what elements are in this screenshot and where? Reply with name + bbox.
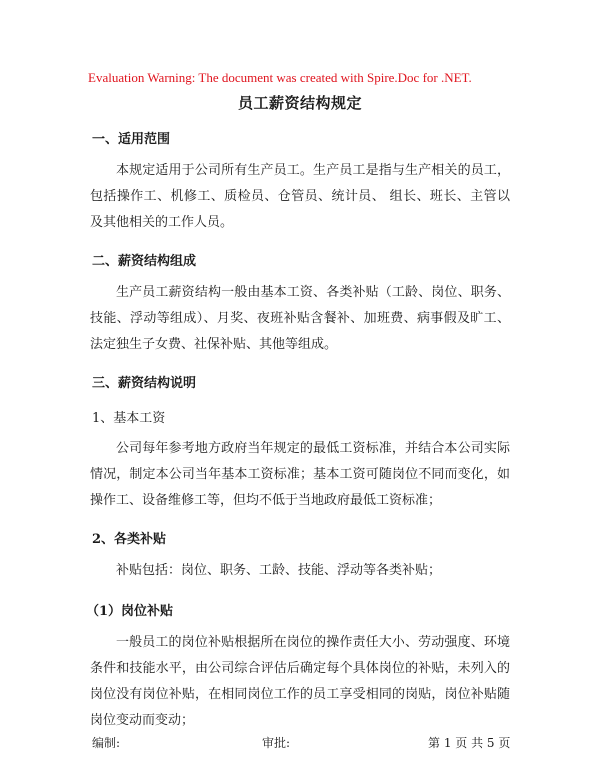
footer-compiled-by: 编制:: [92, 736, 121, 750]
section-2-heading: 二、薪资结构组成: [92, 254, 197, 269]
subsection-basic-salary-heading: 1、基本工资: [92, 411, 166, 426]
post-allowance-body: 一般员工的岗位补贴根据所在岗位的操作责任大小、劳动强度、环境条件和技能水平，由公司综合评估后确定每个具体岗位的补贴，未列入的岗位没有岗位补贴，在相同岗位工作的员工享受相同的岗贴，岗位补贴随岗位变动而变动；: [90, 635, 510, 728]
section-1-heading: 一、适用范围: [92, 132, 171, 147]
evaluation-warning: Evaluation Warning: The document was created with Spire.Doc for .NET.: [88, 70, 472, 85]
subsection-allowances-heading: 2、各类补贴: [92, 532, 167, 547]
footer-page-info: 第 1 页 共 5 页: [428, 736, 511, 750]
document-title: 员工薪资结构规定: [237, 94, 362, 112]
subsection-basic-salary-body: 公司每年参考地方政府当年规定的最低工资标准，并结合本公司实际情况，制定本公司当年基本工资标准；基本工资可随岗位不同而变化，如操作工、设备维修工等，但均不低于当地政府最低工资标准；: [90, 441, 510, 508]
section-1-body: 本规定适用于公司所有生产员工。生产员工是指与生产相关的员工，包括操作工、机修工、质检员、仓管员、统计员、 组长、班长、主管以及其他相关的工作人员。: [90, 163, 510, 230]
section-3-heading: 三、薪资结构说明: [92, 376, 197, 391]
section-2-body: 生产员工薪资结构一般由基本工资、各类补贴（工龄、岗位、职务、技能、浮动等组成）、月奖、夜班补贴含餐补、加班费、病事假及旷工、法定独生子女费、社保补贴、其他等组成。: [90, 285, 510, 352]
footer-approved-by: 审批:: [262, 736, 291, 750]
post-allowance-heading: （1）岗位补贴: [86, 604, 174, 619]
subsection-allowances-body: 补贴包括：岗位、职务、工龄、技能、浮动等各类补贴；: [116, 563, 442, 578]
